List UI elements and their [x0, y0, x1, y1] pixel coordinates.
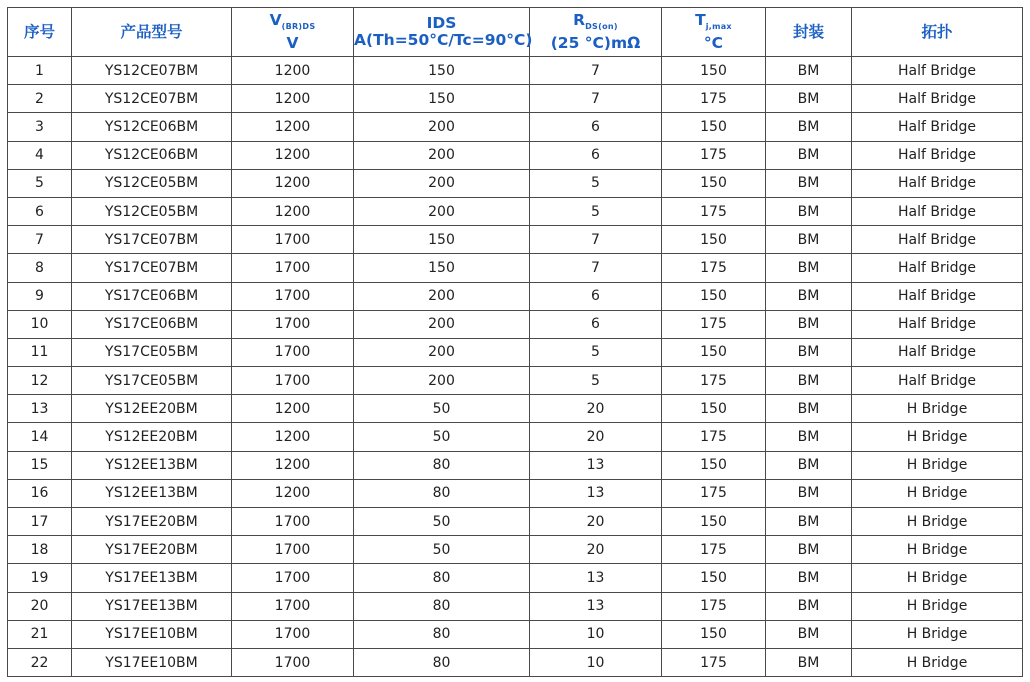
cell-tj: 175 — [662, 254, 766, 282]
table-row — [8, 338, 1023, 366]
cell-model: YS12EE13BM — [72, 479, 232, 507]
cell-tj: 150 — [662, 395, 766, 423]
cell-seq: 5 — [8, 169, 72, 197]
header-package: 封装 — [766, 8, 852, 57]
table-row — [8, 141, 1023, 169]
cell-tj: 150 — [662, 113, 766, 141]
cell-package: BM — [766, 113, 852, 141]
cell-seq: 7 — [8, 226, 72, 254]
cell-rds: 20 — [530, 395, 662, 423]
table-row — [8, 169, 1023, 197]
header-tj-subscript: j,max — [705, 22, 732, 32]
cell-tj: 150 — [662, 564, 766, 592]
header-tj-unit: °C — [703, 34, 724, 53]
cell-vbr: 1200 — [232, 197, 354, 225]
cell-tj: 175 — [662, 141, 766, 169]
cell-vbr: 1700 — [232, 564, 354, 592]
cell-seq: 22 — [8, 648, 72, 676]
cell-model: YS17EE10BM — [72, 620, 232, 648]
cell-model: YS12EE20BM — [72, 395, 232, 423]
header-rds-line2: (25 °C)mΩ — [550, 34, 641, 53]
cell-rds: 20 — [530, 536, 662, 564]
cell-topology: Half Bridge — [852, 226, 1023, 254]
cell-seq: 20 — [8, 592, 72, 620]
cell-rds: 20 — [530, 423, 662, 451]
cell-rds: 5 — [530, 197, 662, 225]
cell-model: YS17CE05BM — [72, 367, 232, 395]
cell-vbr: 1200 — [232, 479, 354, 507]
cell-model: YS17EE20BM — [72, 508, 232, 536]
cell-rds: 10 — [530, 620, 662, 648]
cell-rds: 7 — [530, 254, 662, 282]
table-row — [8, 451, 1023, 479]
cell-model: YS17CE07BM — [72, 226, 232, 254]
cell-model: YS17EE10BM — [72, 648, 232, 676]
header-tj-symbol: T — [695, 10, 706, 29]
cell-rds: 5 — [530, 338, 662, 366]
header-vbr-subscript: (BR)DS — [281, 22, 316, 32]
cell-ids: 150 — [354, 85, 530, 113]
cell-tj: 150 — [662, 620, 766, 648]
cell-topology: H Bridge — [852, 508, 1023, 536]
cell-seq: 13 — [8, 395, 72, 423]
header-vbr — [232, 8, 354, 57]
cell-topology: Half Bridge — [852, 338, 1023, 366]
cell-tj: 175 — [662, 310, 766, 338]
cell-vbr: 1200 — [232, 57, 354, 85]
cell-tj: 175 — [662, 479, 766, 507]
header-vbr-symbol: V — [269, 10, 282, 29]
cell-rds: 6 — [530, 141, 662, 169]
cell-vbr: 1700 — [232, 648, 354, 676]
cell-package: BM — [766, 338, 852, 366]
cell-ids: 200 — [354, 310, 530, 338]
cell-vbr: 1200 — [232, 169, 354, 197]
cell-rds: 13 — [530, 592, 662, 620]
header-model: 产品型号 — [72, 8, 232, 57]
cell-seq: 19 — [8, 564, 72, 592]
cell-package: BM — [766, 592, 852, 620]
table-row — [8, 57, 1023, 85]
cell-ids: 200 — [354, 282, 530, 310]
cell-seq: 15 — [8, 451, 72, 479]
header-rds-symbol: R — [573, 10, 586, 29]
cell-tj: 150 — [662, 169, 766, 197]
cell-rds: 7 — [530, 226, 662, 254]
cell-model: YS12CE07BM — [72, 57, 232, 85]
table-row — [8, 226, 1023, 254]
cell-ids: 80 — [354, 451, 530, 479]
cell-tj: 175 — [662, 367, 766, 395]
cell-model: YS12CE06BM — [72, 113, 232, 141]
cell-vbr: 1200 — [232, 113, 354, 141]
cell-vbr: 1700 — [232, 592, 354, 620]
cell-rds: 10 — [530, 648, 662, 676]
cell-ids: 200 — [354, 113, 530, 141]
cell-vbr: 1700 — [232, 254, 354, 282]
cell-topology: Half Bridge — [852, 85, 1023, 113]
cell-ids: 80 — [354, 620, 530, 648]
header-ids-line1: IDS — [426, 14, 457, 32]
cell-seq: 11 — [8, 338, 72, 366]
cell-topology: H Bridge — [852, 423, 1023, 451]
cell-seq: 6 — [8, 197, 72, 225]
cell-topology: Half Bridge — [852, 113, 1023, 141]
cell-package: BM — [766, 57, 852, 85]
cell-package: BM — [766, 648, 852, 676]
cell-ids: 200 — [354, 367, 530, 395]
cell-tj: 150 — [662, 282, 766, 310]
cell-seq: 3 — [8, 113, 72, 141]
cell-topology: Half Bridge — [852, 254, 1023, 282]
cell-topology: H Bridge — [852, 536, 1023, 564]
cell-model: YS12EE20BM — [72, 423, 232, 451]
header-ids — [354, 8, 533, 57]
cell-package: BM — [766, 536, 852, 564]
table-row — [8, 423, 1023, 451]
cell-seq: 14 — [8, 423, 72, 451]
cell-seq: 8 — [8, 254, 72, 282]
cell-vbr: 1700 — [232, 367, 354, 395]
cell-ids: 150 — [354, 57, 530, 85]
cell-ids: 200 — [354, 169, 530, 197]
cell-topology: H Bridge — [852, 479, 1023, 507]
cell-rds: 20 — [530, 508, 662, 536]
cell-ids: 80 — [354, 592, 530, 620]
cell-package: BM — [766, 367, 852, 395]
table-row — [8, 508, 1023, 536]
cell-model: YS12CE05BM — [72, 169, 232, 197]
cell-package: BM — [766, 85, 852, 113]
cell-package: BM — [766, 141, 852, 169]
cell-rds: 6 — [530, 282, 662, 310]
cell-ids: 80 — [354, 648, 530, 676]
cell-package: BM — [766, 423, 852, 451]
cell-model: YS17CE07BM — [72, 254, 232, 282]
cell-tj: 175 — [662, 536, 766, 564]
cell-package: BM — [766, 395, 852, 423]
cell-topology: Half Bridge — [852, 367, 1023, 395]
cell-vbr: 1200 — [232, 85, 354, 113]
header-rds-subscript: DS(on) — [585, 22, 618, 32]
cell-ids: 50 — [354, 536, 530, 564]
table-row — [8, 564, 1023, 592]
cell-model: YS17EE13BM — [72, 592, 232, 620]
cell-package: BM — [766, 479, 852, 507]
cell-vbr: 1200 — [232, 395, 354, 423]
cell-ids: 150 — [354, 226, 530, 254]
header-topology: 拓扑 — [852, 8, 1023, 57]
table-row — [8, 592, 1023, 620]
cell-vbr: 1700 — [232, 310, 354, 338]
cell-package: BM — [766, 508, 852, 536]
cell-topology: H Bridge — [852, 620, 1023, 648]
table-body — [8, 57, 1023, 677]
table-row — [8, 197, 1023, 225]
product-spec-table — [7, 7, 1023, 677]
cell-rds: 5 — [530, 169, 662, 197]
cell-tj: 175 — [662, 423, 766, 451]
table-row — [8, 395, 1023, 423]
cell-model: YS12CE06BM — [72, 141, 232, 169]
cell-tj: 150 — [662, 451, 766, 479]
cell-package: BM — [766, 197, 852, 225]
cell-tj: 150 — [662, 226, 766, 254]
cell-model: YS12EE13BM — [72, 451, 232, 479]
cell-topology: H Bridge — [852, 648, 1023, 676]
cell-vbr: 1700 — [232, 508, 354, 536]
cell-tj: 150 — [662, 57, 766, 85]
cell-model: YS17CE06BM — [72, 310, 232, 338]
cell-topology: Half Bridge — [852, 169, 1023, 197]
cell-package: BM — [766, 310, 852, 338]
table-row — [8, 85, 1023, 113]
cell-rds: 13 — [530, 451, 662, 479]
cell-topology: Half Bridge — [852, 282, 1023, 310]
cell-topology: Half Bridge — [852, 197, 1023, 225]
table-row — [8, 479, 1023, 507]
cell-vbr: 1200 — [232, 451, 354, 479]
cell-seq: 16 — [8, 479, 72, 507]
cell-vbr: 1200 — [232, 141, 354, 169]
table-row — [8, 282, 1023, 310]
cell-topology: Half Bridge — [852, 141, 1023, 169]
cell-tj: 175 — [662, 648, 766, 676]
cell-seq: 17 — [8, 508, 72, 536]
table-row — [8, 310, 1023, 338]
cell-rds: 6 — [530, 310, 662, 338]
cell-model: YS12CE05BM — [72, 197, 232, 225]
cell-ids: 50 — [354, 395, 530, 423]
table-row — [8, 536, 1023, 564]
cell-package: BM — [766, 282, 852, 310]
cell-topology: H Bridge — [852, 395, 1023, 423]
cell-ids: 150 — [354, 254, 530, 282]
cell-topology: Half Bridge — [852, 57, 1023, 85]
cell-package: BM — [766, 226, 852, 254]
cell-seq: 9 — [8, 282, 72, 310]
cell-seq: 18 — [8, 536, 72, 564]
product-table-container — [7, 7, 1022, 677]
cell-package: BM — [766, 254, 852, 282]
cell-seq: 12 — [8, 367, 72, 395]
table-row — [8, 620, 1023, 648]
cell-seq: 10 — [8, 310, 72, 338]
cell-model: YS17EE20BM — [72, 536, 232, 564]
cell-vbr: 1200 — [232, 423, 354, 451]
cell-vbr: 1700 — [232, 620, 354, 648]
cell-tj: 175 — [662, 197, 766, 225]
cell-model: YS17CE06BM — [72, 282, 232, 310]
cell-seq: 1 — [8, 57, 72, 85]
cell-model: YS17CE05BM — [72, 338, 232, 366]
cell-rds: 6 — [530, 113, 662, 141]
cell-ids: 80 — [354, 479, 530, 507]
cell-vbr: 1700 — [232, 536, 354, 564]
cell-ids: 50 — [354, 423, 530, 451]
cell-vbr: 1700 — [232, 226, 354, 254]
cell-model: YS17EE13BM — [72, 564, 232, 592]
header-vbr-unit: V — [286, 34, 299, 53]
header-seq: 序号 — [8, 8, 72, 57]
cell-topology: H Bridge — [852, 564, 1023, 592]
cell-topology: Half Bridge — [852, 310, 1023, 338]
cell-vbr: 1700 — [232, 282, 354, 310]
cell-seq: 2 — [8, 85, 72, 113]
cell-tj: 175 — [662, 592, 766, 620]
cell-topology: H Bridge — [852, 451, 1023, 479]
table-row — [8, 367, 1023, 395]
cell-model: YS12CE07BM — [72, 85, 232, 113]
cell-tj: 150 — [662, 508, 766, 536]
cell-seq: 21 — [8, 620, 72, 648]
cell-package: BM — [766, 620, 852, 648]
header-ids-line2: A(Th=50°C/Tc=90°C) — [354, 31, 533, 49]
header-tj — [662, 8, 766, 57]
cell-tj: 150 — [662, 338, 766, 366]
cell-ids: 80 — [354, 564, 530, 592]
table-row — [8, 648, 1023, 676]
cell-ids: 50 — [354, 508, 530, 536]
cell-tj: 175 — [662, 85, 766, 113]
cell-rds: 7 — [530, 85, 662, 113]
cell-rds: 13 — [530, 564, 662, 592]
cell-package: BM — [766, 564, 852, 592]
header-rds — [530, 8, 662, 57]
cell-rds: 13 — [530, 479, 662, 507]
cell-vbr: 1700 — [232, 338, 354, 366]
header-row — [8, 8, 1023, 57]
cell-ids: 200 — [354, 338, 530, 366]
cell-ids: 200 — [354, 197, 530, 225]
cell-seq: 4 — [8, 141, 72, 169]
cell-package: BM — [766, 451, 852, 479]
cell-rds: 7 — [530, 57, 662, 85]
cell-rds: 5 — [530, 367, 662, 395]
cell-package: BM — [766, 169, 852, 197]
cell-topology: H Bridge — [852, 592, 1023, 620]
cell-ids: 200 — [354, 141, 530, 169]
table-row — [8, 113, 1023, 141]
table-row — [8, 254, 1023, 282]
